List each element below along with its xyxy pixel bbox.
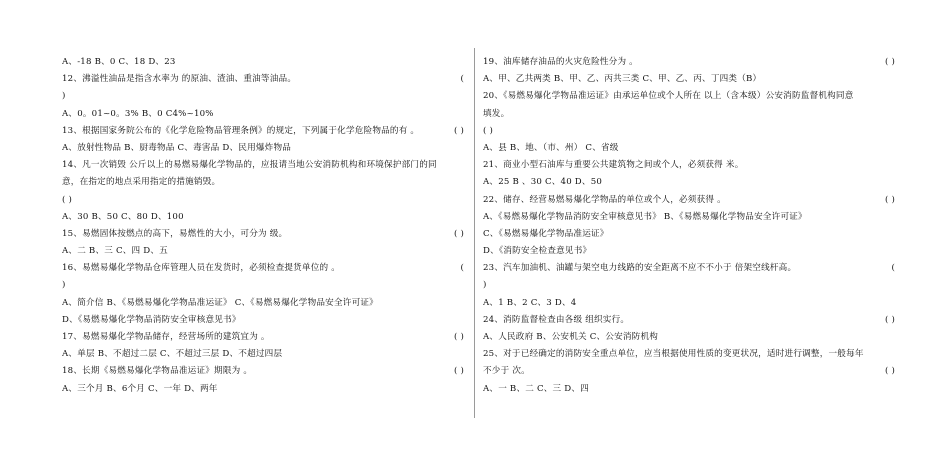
answer-parentheses: ( ) bbox=[884, 314, 895, 325]
line-text: 21、商业小型石油库与重要公共建筑物之间或个人，必须获得 米。 bbox=[483, 160, 744, 171]
text-line bbox=[483, 123, 895, 140]
text-line bbox=[483, 363, 895, 380]
answer-parentheses: ( ) bbox=[453, 125, 464, 136]
line-text: 19、油库储存油品的火灾危险性分为 。 bbox=[483, 57, 638, 67]
answer-parentheses: ( bbox=[460, 74, 464, 85]
line-text: ( ) bbox=[62, 194, 73, 205]
text-line bbox=[483, 71, 895, 88]
text-line bbox=[62, 363, 464, 380]
line-text: 23、汽车加油机、油罐与架空电力线路的安全距离不应不不小于 倍架空线杆高。 bbox=[483, 263, 797, 274]
text-line bbox=[483, 260, 895, 277]
text-line bbox=[62, 381, 464, 398]
text-line bbox=[62, 192, 464, 209]
line-text: 22、储存、经营易燃易爆化学物品的单位或个人，必须获得 。 bbox=[483, 194, 726, 205]
text-line bbox=[483, 192, 895, 209]
line-text: A、25 B 、30 C、40 D、50 bbox=[483, 177, 603, 188]
line-text: 13、根据国家务院公布的《化学危险物品管理条例》的规定，下列属于化学危险物品的有 。 bbox=[62, 125, 420, 136]
answer-parentheses: ( ) bbox=[884, 57, 895, 67]
text-line bbox=[483, 174, 895, 191]
text-line bbox=[62, 174, 464, 191]
answer-parentheses: ( ) bbox=[453, 332, 464, 342]
text-line bbox=[483, 140, 895, 157]
line-text: 20、《易燃易爆化学物品准运证》由承运单位或个人所在 以上（含本级）公安消防监督机构同意 bbox=[483, 91, 854, 102]
line-text: A、放射性物品 B、厨毒物品 C、毒害品 D、民用爆炸物品 bbox=[62, 142, 292, 153]
line-text: A、一 B、二 C、三 D、四 bbox=[483, 383, 589, 394]
line-text: 填发。 bbox=[483, 108, 510, 119]
right-column bbox=[483, 54, 895, 398]
line-text: 不少于 次。 bbox=[483, 366, 530, 377]
text-line bbox=[62, 71, 464, 88]
left-column bbox=[62, 54, 464, 398]
text-line bbox=[62, 209, 464, 226]
text-line bbox=[62, 346, 464, 363]
line-text: A、单层 B、不超过二层 C、不超过三层 D、不超过四层 bbox=[62, 349, 283, 360]
text-line bbox=[62, 157, 464, 174]
text-line bbox=[483, 312, 895, 329]
line-text: D、《消防安全检查意见书》 bbox=[483, 246, 592, 257]
text-line bbox=[483, 295, 895, 312]
column-divider bbox=[474, 48, 475, 418]
line-text: A、简介信 B、《易燃易爆化学物品准运证》 C、《易燃易爆化学物品安全许可证》 bbox=[62, 297, 378, 308]
text-line bbox=[62, 54, 464, 71]
line-text: 12、沸溢性油品是指含水率为 的原油、渣油、重油等油品。 bbox=[62, 74, 297, 85]
line-text: 16、易燃易爆化学物品仓库管理人员在发货时，必须检查提货单位的 。 bbox=[62, 263, 341, 274]
text-line bbox=[62, 123, 464, 140]
line-text: A、县 B、地、（市、州） C、省级 bbox=[483, 142, 619, 153]
text-line bbox=[62, 312, 464, 329]
text-line bbox=[483, 157, 895, 174]
text-line bbox=[483, 277, 895, 294]
line-text: 24、消防监督检查由各级 组织实行。 bbox=[483, 314, 630, 325]
line-text: ) bbox=[62, 280, 66, 291]
line-text: A、0。01~0。3% B、0 C4%~10% bbox=[62, 108, 214, 119]
line-text: A、二 B、三 C、四 D、五 bbox=[62, 246, 168, 257]
line-text: ) bbox=[483, 280, 487, 291]
line-text: 25、对于已经确定的消防安全重点单位，应当根据使用性质的变更状况，适时进行调整，一般每年 bbox=[483, 349, 864, 360]
text-line bbox=[62, 106, 464, 123]
text-line bbox=[62, 243, 464, 260]
answer-parentheses: ( ) bbox=[884, 366, 895, 377]
answer-parentheses: ( ) bbox=[884, 194, 895, 205]
text-line bbox=[62, 88, 464, 105]
line-text: A、三个月 B、6个月 C、一年 D、两年 bbox=[62, 383, 218, 394]
line-text: 17、易燃易爆化学物品储存，经营场所的建筑宜为 。 bbox=[62, 332, 270, 342]
line-text: A、《易燃易爆化学物品消防安全审核意见书》 B、《易燃易爆化学物品安全许可证》 bbox=[483, 211, 807, 222]
text-line bbox=[62, 277, 464, 294]
text-line bbox=[483, 329, 895, 346]
text-line bbox=[62, 226, 464, 243]
line-text: ) bbox=[62, 91, 66, 102]
line-text: C、《易燃易爆化学物品准运证》 bbox=[483, 228, 609, 239]
line-text: A、人民政府 B、公安机关 C、公安消防机构 bbox=[483, 332, 659, 342]
line-text: 15、易燃固体按燃点的高下，易燃性的大小，可分为 级。 bbox=[62, 228, 288, 239]
line-text: A、甲、乙共两类 B、甲、乙、丙共三类 C、甲、乙、丙、丁四类（B） bbox=[483, 74, 762, 85]
line-text: 意，在指定的地点采用指定的措施销毁。 bbox=[62, 177, 221, 188]
answer-parentheses: ( ) bbox=[453, 366, 464, 377]
line-text: D、《易燃易爆化学物品消防安全审核意见书》 bbox=[62, 314, 241, 325]
text-line bbox=[62, 295, 464, 312]
line-text: A、1 B、2 C、3 D、4 bbox=[483, 297, 577, 308]
text-line bbox=[483, 106, 895, 123]
text-line bbox=[62, 260, 464, 277]
text-line bbox=[483, 381, 895, 398]
text-line bbox=[62, 140, 464, 157]
text-line bbox=[62, 329, 464, 346]
text-line bbox=[483, 54, 895, 71]
line-text: ( ) bbox=[483, 125, 494, 136]
line-text: 14、凡一次销毁 公斤以上的易燃易爆化学物品的，应报请当地公安消防机构和环境保护部门的同 bbox=[62, 160, 437, 171]
text-line bbox=[483, 88, 895, 105]
line-text: 18、长期《易燃易爆化学物品准运证》期限为 。 bbox=[62, 366, 253, 377]
line-text: A、-18 B、0 C、18 D、23 bbox=[62, 57, 176, 67]
text-line bbox=[483, 243, 895, 260]
answer-parentheses: ( bbox=[891, 263, 895, 274]
text-line bbox=[483, 226, 895, 243]
text-line bbox=[483, 346, 895, 363]
text-line bbox=[483, 209, 895, 226]
line-text: A、30 B、50 C、80 D、100 bbox=[62, 211, 184, 222]
answer-parentheses: ( ) bbox=[453, 228, 464, 239]
answer-parentheses: ( bbox=[460, 263, 464, 274]
